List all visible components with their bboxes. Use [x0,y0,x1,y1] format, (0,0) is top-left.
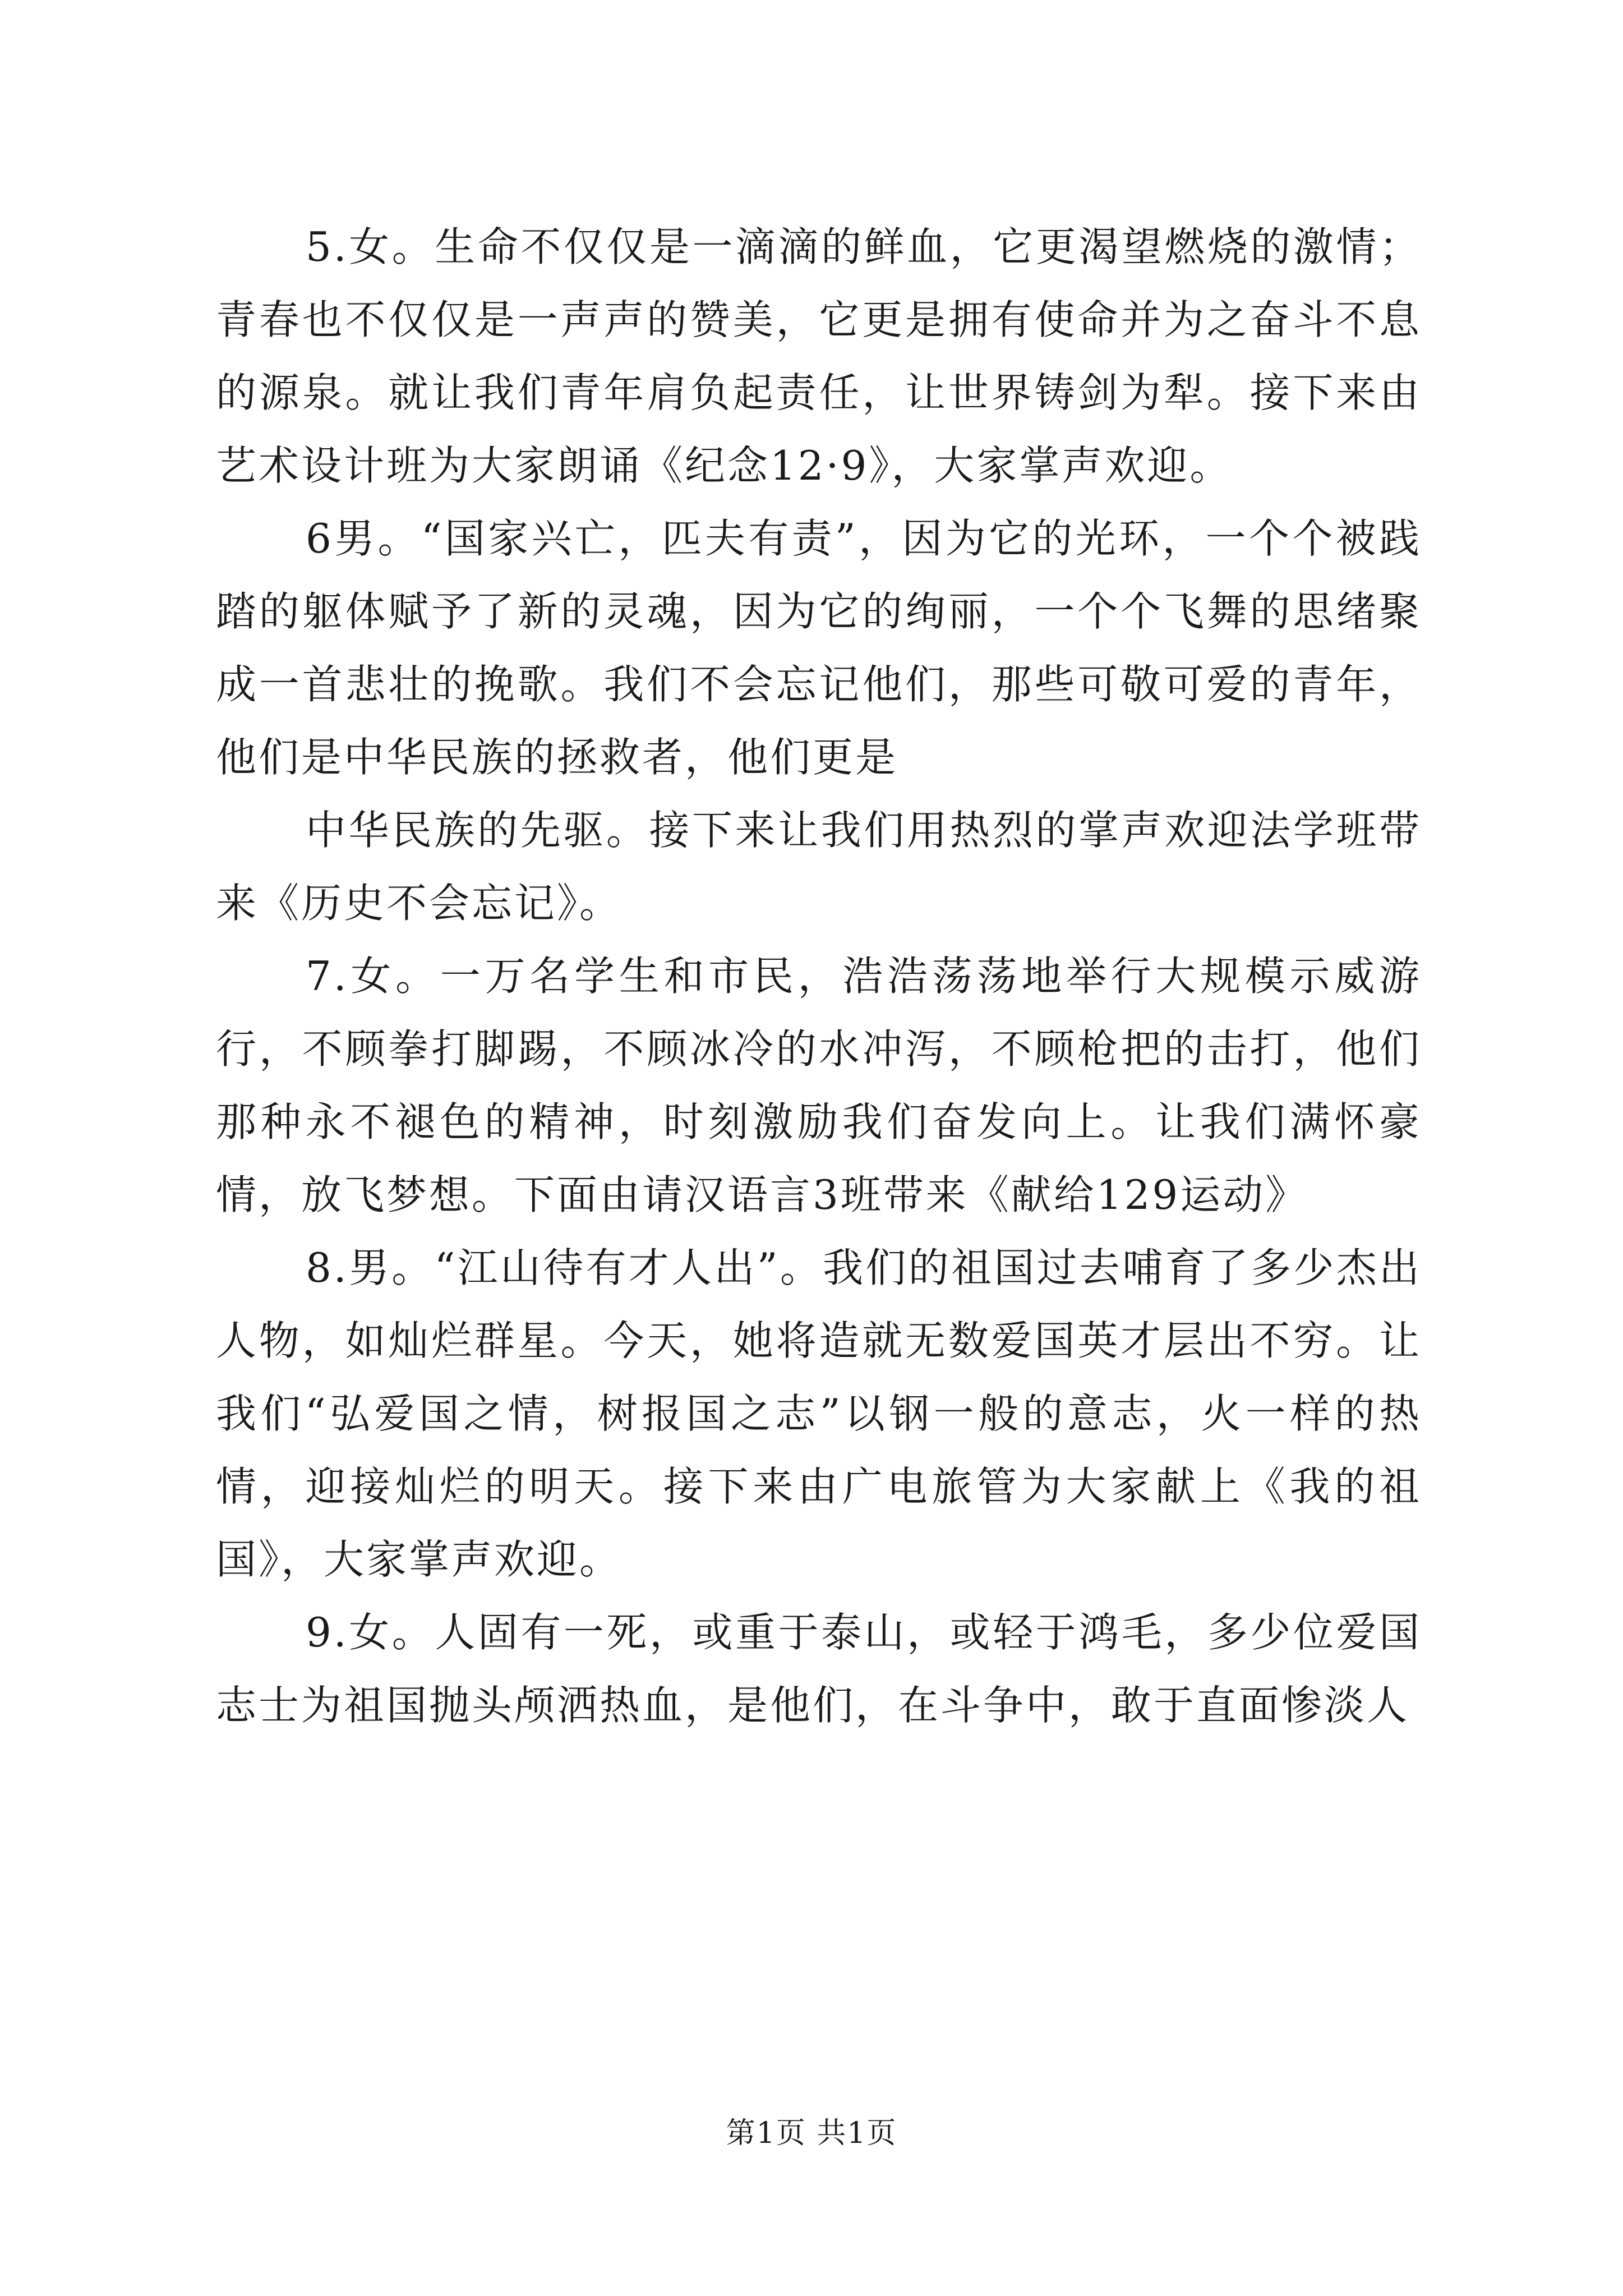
page-footer: 第1页 共1页 [726,2116,897,2150]
paragraph-6-continued: 中华民族的先驱。接下来让我们用热烈的掌声欢迎法学班带来《历史不会忘记》。 [216,807,1422,927]
paragraph-8: 8.男。“江山待有才人出”。我们的祖国过去哺育了多少杰出人物，如灿烂群星。今天，她将造就无数爱国英才层出不穷。让我们“弘爱国之情，树报国之志”以钢一般的意志，火一样的热情，迎接灿烂的明天。接下来由广电旅管为大家献上《我的祖国》，大家掌声欢迎。 [216,1244,1422,1583]
document-body [216,210,1422,1742]
paragraph-9: 9.女。人固有一死，或重于泰山，或轻于鸿毛，多少位爱国志士为祖国抛头颅洒热血，是他们，在斗争中，敢于直面惨淡人 [216,1609,1422,1729]
paragraph-6: 6男。“国家兴亡，匹夫有责”，因为它的光环，一个个被践踏的躯体赋予了新的灵魂，因为它的绚丽，一个个飞舞的思绪聚成一首悲壮的挽歌。我们不会忘记他们，那些可敬可爱的青年，他们是中华民族的拯救者，他们更是 [216,515,1422,781]
paragraph-5: 5.女。生命不仅仅是一滴滴的鲜血，它更渴望燃烧的激情；青春也不仅仅是一声声的赞美，它更是拥有使命并为之奋斗不息的源泉。就让我们青年肩负起责任，让世界铸剑为犁。接下来由艺术设计班为大家朗诵《纪念12·9》，大家掌声欢迎。 [216,223,1422,489]
paragraph-7: 7.女。一万名学生和市民，浩浩荡荡地举行大规模示威游行，不顾拳打脚踢，不顾冰冷的水冲泻，不顾枪把的击打，他们那种永不褪色的精神，时刻激励我们奋发向上。让我们满怀豪情，放飞梦想。下面由请汉语言3班带来《献给129运动》 [216,953,1422,1218]
